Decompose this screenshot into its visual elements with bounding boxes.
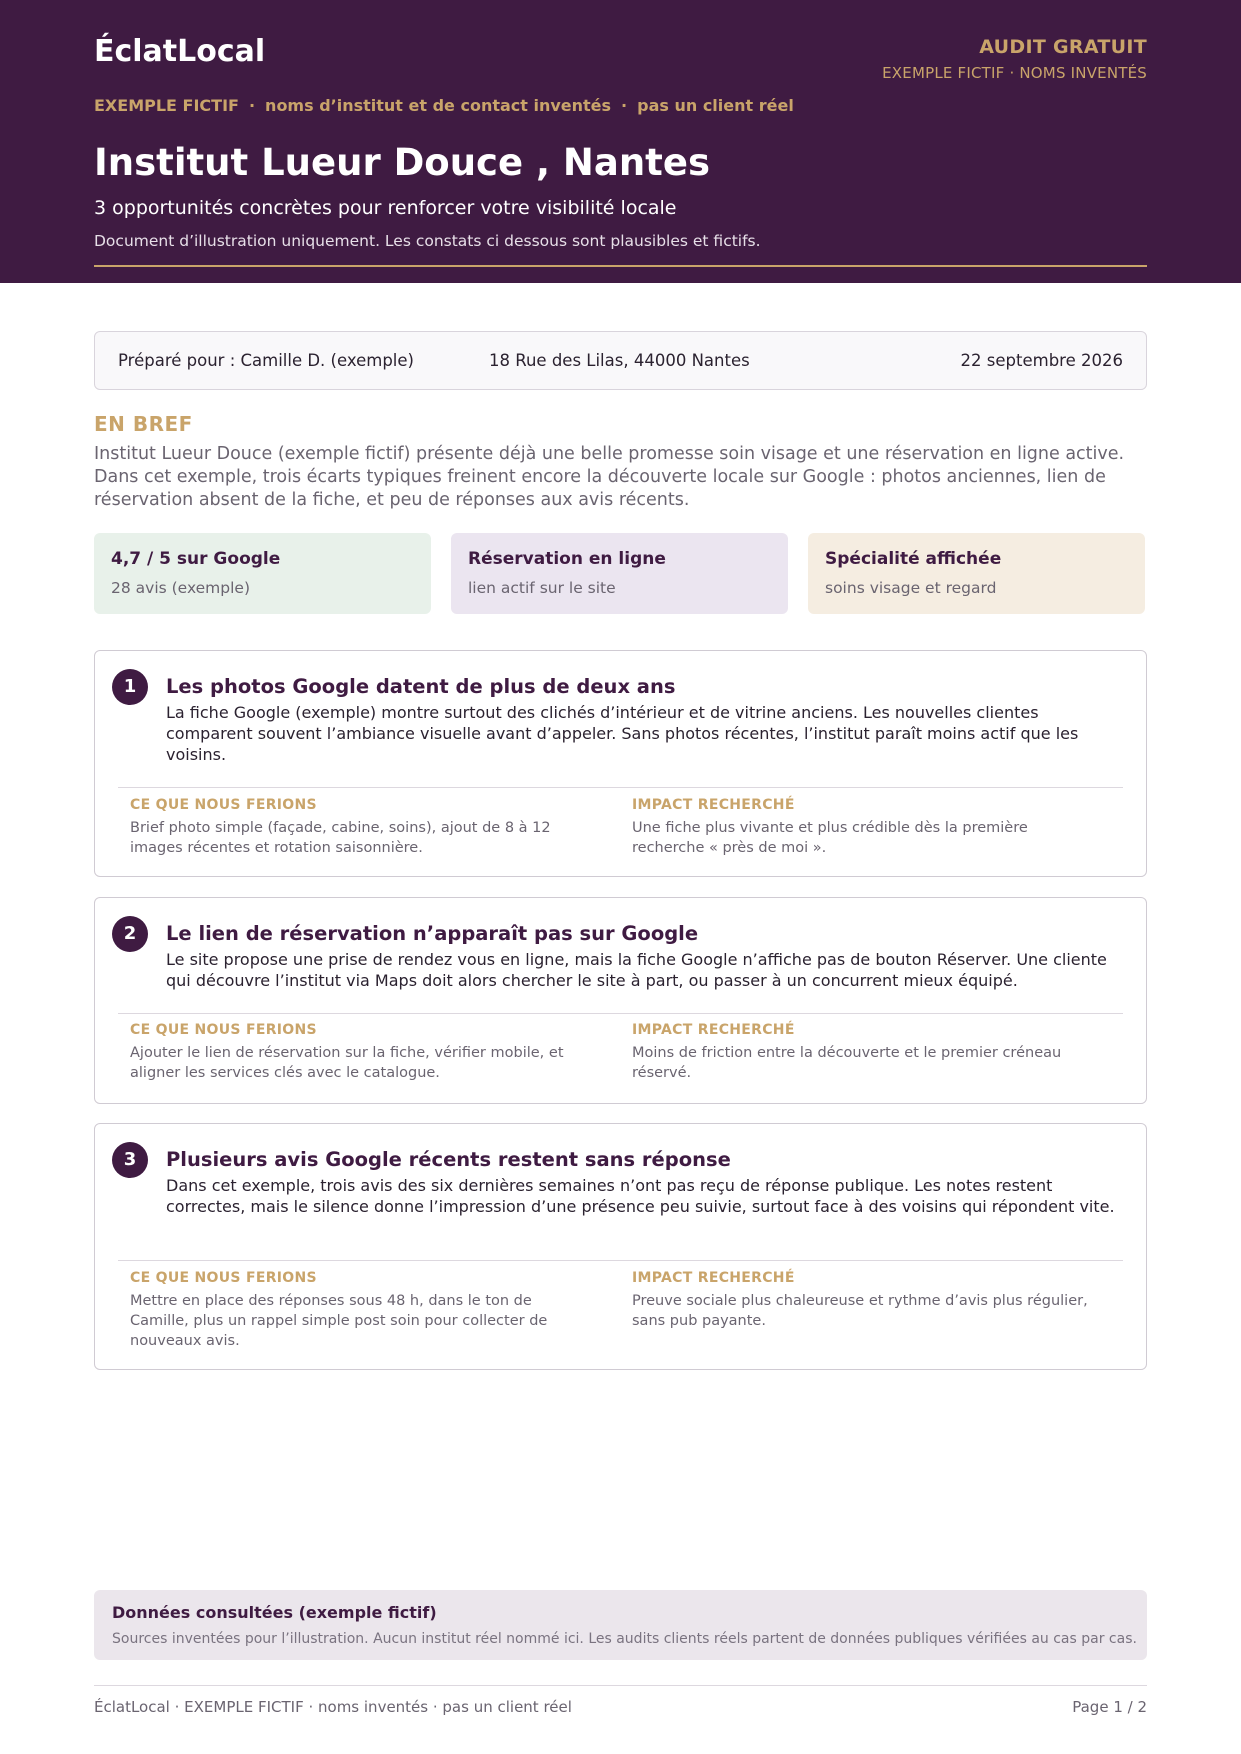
stat-label: Spécialité affichée (825, 549, 1002, 569)
stat-card-booking (451, 533, 788, 614)
impact-column (632, 1022, 1097, 1083)
prepared-for-bar (94, 331, 1147, 390)
sources-text: Sources inventées pour l’illustration. Aucun institut réel nommé ici. Les audits clients réels partent de données publiques vérifiées au cas par cas. (112, 1631, 1137, 1647)
opportunity-card-2 (94, 897, 1147, 1104)
footer-divider (94, 1685, 1147, 1686)
card-divider (118, 1013, 1123, 1014)
impact-column (632, 797, 1097, 858)
audit-title: AUDIT GRATUIT (979, 36, 1147, 58)
stat-value: 28 avis (exemple) (111, 579, 251, 597)
stat-label: Réservation en ligne (468, 549, 666, 569)
stat-card-specialty (808, 533, 1145, 614)
separator-dot: · (621, 96, 628, 115)
stat-card-rating (94, 533, 431, 614)
prepared-for: Préparé pour : Camille D. (exemple) (118, 351, 414, 370)
impact-text: Une fiche plus vivante et plus crédible dès la première recherche « près de moi ». (632, 820, 1028, 856)
audit-badge (882, 36, 1147, 82)
action-text: Brief photo simple (façade, cabine, soins), ajout de 8 à 12 images récentes et rotation saisonnière. (130, 820, 551, 856)
action-label: CE QUE NOUS FERIONS (130, 797, 317, 813)
stat-value: lien actif sur le site (468, 579, 616, 597)
page-subtitle: 3 opportunités concrètes pour renforcer votre visibilité locale (94, 197, 677, 219)
card-divider (118, 787, 1123, 788)
page-number: Page 1 / 2 (1072, 1698, 1147, 1716)
date: 22 septembre 2026 (960, 351, 1123, 370)
opportunity-description: La fiche Google (exemple) montre surtout des clichés d’intérieur et de vitrine anciens. Les nouvelles clientes comparent souvent l’ambiance visuelle avant d’appeler. Sans photos récentes, l’institut paraît moins actif que les voisins. (166, 703, 1079, 764)
action-label: CE QUE NOUS FERIONS (130, 1270, 317, 1286)
action-column (130, 1270, 595, 1351)
action-text: Ajouter le lien de réservation sur la fiche, vérifier mobile, et aligner les services clés avec le catalogue. (130, 1045, 564, 1081)
opportunity-card-3 (94, 1123, 1147, 1370)
illustration-note: Document d’illustration uniquement. Les constats ci dessous sont plausibles et fictifs. (94, 232, 761, 250)
impact-text: Moins de friction entre la découverte et le premier créneau réservé. (632, 1045, 1062, 1081)
impact-label: IMPACT RECHERCHÉ (632, 1270, 795, 1286)
opportunity-title: Plusieurs avis Google récents restent sans réponse (166, 1148, 731, 1171)
opportunity-description: Dans cet exemple, trois avis des six dernières semaines n’ont pas reçu de réponse publique. Les notes restent correctes, mais le silence donne l’impression d’une présence peu suivie, surtout face à des voisins qui répondent vite. (166, 1176, 1115, 1216)
header-banner (0, 0, 1241, 283)
sources-title: Données consultées (exemple fictif) (112, 1603, 437, 1622)
opportunity-description: Le site propose une prise de rendez vous en ligne, mais la fiche Google n’affiche pas de bouton Réserver. Une cliente qui découvre l’institut via Maps doit alors chercher le site à part, ou passer à un concurrent mieux équipé. (166, 950, 1107, 990)
card-divider (118, 1260, 1123, 1261)
page-title: Institut Lueur Douce , Nantes (94, 141, 710, 184)
impact-label: IMPACT RECHERCHÉ (632, 797, 795, 813)
opportunity-number: 3 (112, 1142, 148, 1178)
action-column (130, 1022, 595, 1083)
stat-value: soins visage et regard (825, 579, 997, 597)
impact-text: Preuve sociale plus chaleureuse et rythme d’avis plus régulier, sans pub payante. (632, 1293, 1088, 1329)
address: 18 Rue des Lilas, 44000 Nantes (489, 351, 750, 370)
action-text: Mettre en place des réponses sous 48 h, dans le ton de Camille, plus un rappel simple post soin pour collecter de nouveaux avis. (130, 1293, 548, 1349)
opportunity-number: 2 (112, 916, 148, 952)
summary-heading: EN BREF (94, 412, 193, 436)
opportunity-card-1 (94, 650, 1147, 877)
impact-label: IMPACT RECHERCHÉ (632, 1022, 795, 1038)
sources-box (94, 1590, 1147, 1660)
footer-text: ÉclatLocal · EXEMPLE FICTIF · noms inventés · pas un client réel (94, 1698, 572, 1716)
disclaimer-part-3: pas un client réel (637, 96, 794, 115)
separator-dot: · (248, 96, 256, 115)
action-label: CE QUE NOUS FERIONS (130, 1022, 317, 1038)
action-column (130, 797, 595, 858)
impact-column (632, 1270, 1097, 1331)
fictional-disclaimer (94, 96, 794, 115)
opportunity-number: 1 (112, 669, 148, 705)
header-divider (94, 265, 1147, 267)
disclaimer-part-1: EXEMPLE FICTIF (94, 96, 239, 115)
opportunity-title: Le lien de réservation n’apparaît pas sur Google (166, 922, 699, 945)
stat-label: 4,7 / 5 sur Google (111, 549, 281, 569)
opportunity-title: Les photos Google datent de plus de deux ans (166, 675, 676, 698)
brand-logo: ÉclatLocal (94, 34, 266, 69)
summary-text: Institut Lueur Douce (exemple fictif) présente déjà une belle promesse soin visage et une réservation en ligne active. Dans cet exemple, trois écarts typiques freinent encore la découverte locale sur Google : photos anciennes, lien de réservation absent de la fiche, et peu de réponses aux avis récents. (94, 444, 1125, 510)
disclaimer-part-2: noms d’institut et de contact inventés (265, 96, 612, 115)
audit-subtitle: EXEMPLE FICTIF · NOMS INVENTÉS (882, 64, 1147, 82)
